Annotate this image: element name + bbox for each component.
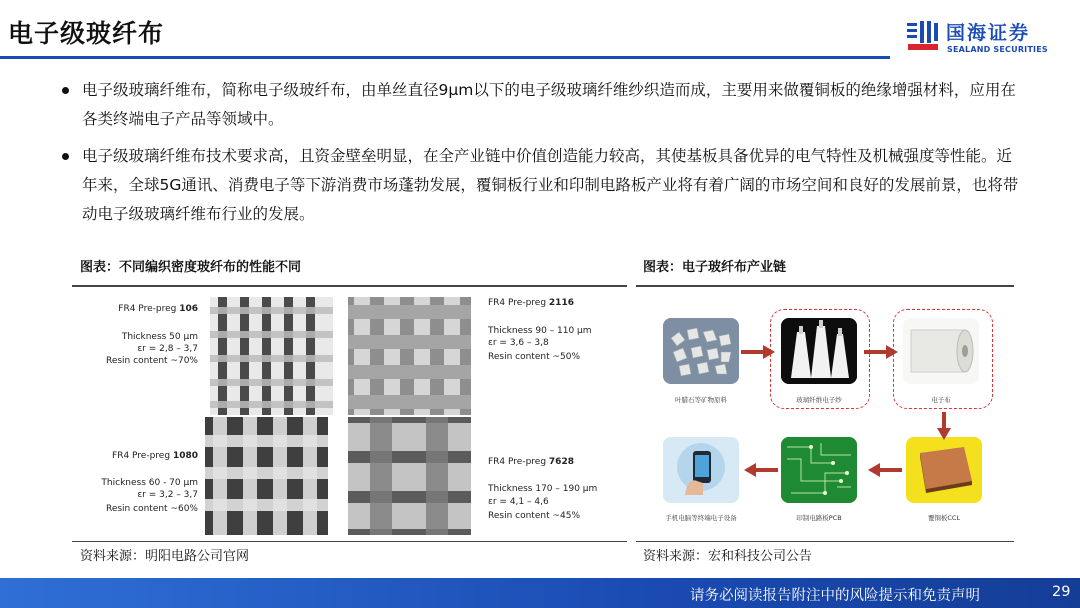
weave-106-image [210,297,333,415]
bullet-item [60,142,1020,229]
company-logo [906,18,1066,62]
chain-step-ccl [906,437,982,503]
figure-left-source: 资料来源：明阳电路公司官网 [80,549,250,564]
sample-106-resin: Resin content ~70% [105,356,198,366]
yarn-bobbins-icon [781,318,857,384]
chain-step-ccl-label: 覆铜板CCL [927,514,961,522]
figure-right-title: 图表：电子玻纤布产业链 [643,260,787,275]
bullet-text: 电子级玻璃纤维布，简称电子级玻纤布，由单丝直径9μm以下的电子级玻璃纤维纱织造而成，主要用来做覆铜板的绝缘增强材料，应用在各类终端电子产品等领域中。 [82,81,1016,128]
chain-step-raw-mineral-label: 叶腊石等矿物原料 [675,396,727,404]
sample-2116-permittivity: εr = 3,6 – 3,8 [488,338,549,348]
bullet-dot-icon [62,153,69,160]
chain-step-devices-label: 手机电脑等终端电子设备 [665,514,737,522]
sealand-logo-icon [906,20,940,52]
arrow-left-icon [868,463,902,477]
arrow-right-icon [864,345,898,359]
chain-step-cloth [903,318,979,384]
weave-1080-image [205,417,328,535]
figure-left-top-rule [72,285,627,287]
cloth-roll-icon [903,318,979,384]
chain-step-raw-mineral [663,318,739,384]
chain-step-pcb-label: 印制电路板PCB [796,514,842,522]
arrow-left-icon [744,463,778,477]
logo-text-cn: 国海证券 [946,22,1031,44]
sample-2116-resin: Resin content ~50% [488,352,581,362]
figure-right-top-rule [636,285,1014,287]
circuit-board-icon [781,437,857,503]
sample-1080-resin: Resin content ~60% [105,504,198,514]
logo-text-en: SEALAND SECURITIES [947,45,1048,54]
sample-1080-name: FR4 Pre-preg 1080 [112,451,198,461]
weave-2116-image [348,297,471,415]
chain-step-cloth-label: 电子布 [931,396,951,404]
title-rule [0,56,890,59]
bullet-item [60,76,1020,134]
sample-7628-resin: Resin content ~45% [488,511,581,521]
chain-step-yarn [781,318,857,384]
arrow-down-icon [937,412,951,440]
figure-left-bottom-rule [72,541,627,542]
figure-left-title: 图表：不同编织密度玻纤布的性能不同 [80,260,302,275]
page-title: 电子级玻纤布 [8,19,165,48]
sample-1080-thickness: Thickness 60 - 70 μm [101,478,198,488]
sample-7628-permittivity: εr = 4,1 – 4,6 [488,497,549,507]
sample-7628-name: FR4 Pre-preg 7628 [488,457,574,467]
mineral-rocks-icon [663,318,739,384]
chain-step-devices [663,437,739,503]
bullet-text: 电子级玻璃纤维布技术要求高，且资金壁垒明显，在全产业链中价值创造能力较高，其使基板具备优异的电气特性及机械强度等性能。近年来，全球5G通讯、消费电子等下游消费市场蓬勃发展，覆铜板行业和印制电路板产业将有着广阔的市场空间和良好的发展前景，也将带动电子级玻璃纤维布行业的发展。 [82,147,1019,223]
copper-clad-laminate-icon [906,437,982,503]
chain-step-yarn-label: 玻璃纤维电子纱 [796,396,842,404]
sample-7628-thickness: Thickness 170 – 190 μm [488,484,598,494]
weave-7628-image [348,417,471,535]
figure-right-source: 资料来源：宏和科技公司公告 [643,549,813,564]
sample-2116-thickness: Thickness 90 – 110 μm [488,326,592,336]
bullet-list [60,76,1020,237]
chain-step-pcb [781,437,857,503]
sample-106-thickness: Thickness 50 μm [121,332,198,342]
smartphone-hand-icon [663,437,739,503]
sample-106-permittivity: εr = 2,8 – 3,7 [137,344,198,354]
sample-2116-name: FR4 Pre-preg 2116 [488,298,574,308]
sample-1080-permittivity: εr = 3,2 – 3,7 [137,490,198,500]
sample-106-name: FR4 Pre-preg 106 [118,304,198,314]
footer-disclaimer: 请务必阅读报告附注中的风险提示和免责声明 [690,588,980,604]
page-number: 29 [1052,584,1071,600]
arrow-right-icon [741,345,775,359]
figure-right-bottom-rule [636,541,1014,542]
bullet-dot-icon [62,87,69,94]
